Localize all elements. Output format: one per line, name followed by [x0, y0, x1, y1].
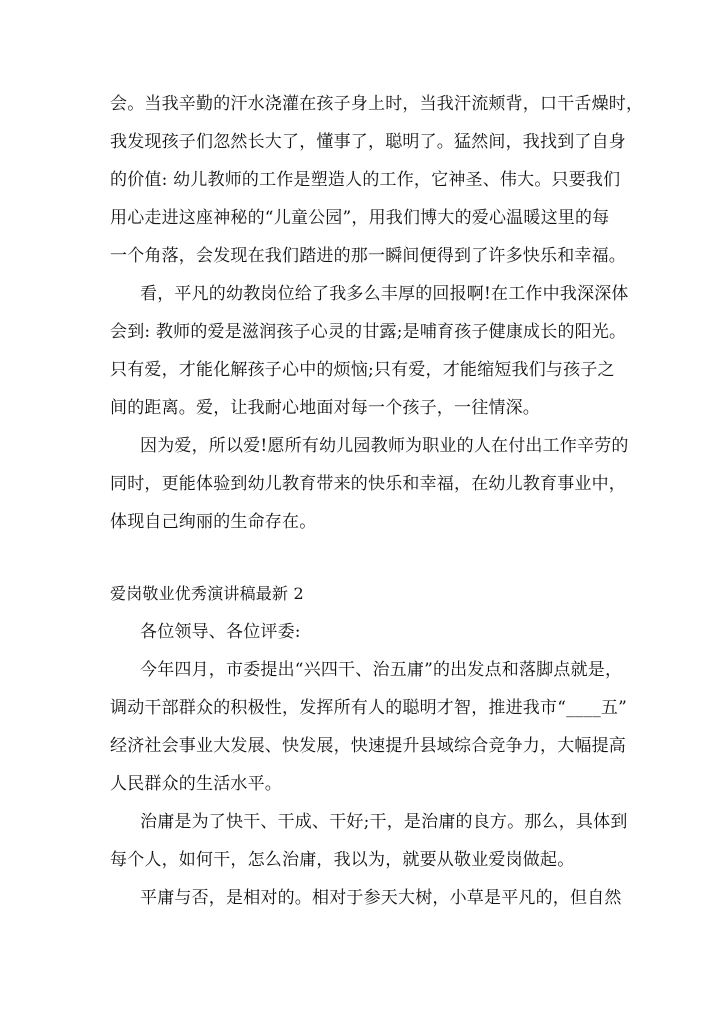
paragraph-1-line-5: 一个角落，会发现在我们踏进的那一瞬间便得到了许多快乐和幸福。: [110, 246, 626, 266]
paragraph-3-line-2: 同时，更能体验到幼儿教育带来的快乐和幸福，在幼儿教育事业中，: [110, 474, 626, 494]
paragraph-3-line-3: 体现自己绚丽的生命存在。: [110, 512, 317, 532]
paragraph-1-line-2: 我发现孩子们忽然长大了，懂事了，聪明了。猛然间，我找到了自身: [110, 132, 626, 152]
paragraph-5-line-1: 治庸是为了快干、干成、干好;干，是治庸的良方。那么，具体到: [140, 812, 628, 832]
paragraph-2-line-4: 间的距离。爱，让我耐心地面对每一个孩子，一往情深。: [110, 398, 540, 418]
paragraph-4-line-4: 人民群众的生活水平。: [110, 774, 282, 794]
paragraph-1-line-3: 的价值: 幼儿教师的工作是塑造人的工作，它神圣、伟大。只要我们: [110, 170, 621, 190]
paragraph-4-line-2: 调动干部群众的积极性，发挥所有人的聪明才智，推进我市“____五”: [110, 698, 627, 718]
greeting: 各位领导、各位评委:: [140, 622, 301, 642]
paragraph-5-line-2: 每个人，如何干，怎么治庸，我以为，就要从敬业爱岗做起。: [110, 850, 575, 870]
paragraph-1-line-1: 会。当我辛勤的汗水浇灌在孩子身上时，当我汗流颊背，口干舌燥时，: [110, 94, 644, 114]
section-title: 爱岗敬业优秀演讲稿最新 2: [110, 584, 304, 603]
paragraph-4-line-3: 经济社会事业大发展、快发展，快速提升县域综合竞争力，大幅提高: [110, 736, 626, 756]
paragraph-6-line-1: 平庸与否，是相对的。相对于参天大树，小草是平凡的，但自然: [140, 888, 622, 908]
paragraph-2-line-3: 只有爱，才能化解孩子心中的烦恼;只有爱，才能缩短我们与孩子之: [110, 360, 615, 380]
paragraph-1-line-4: 用心走进这座神秘的“儿童公园”，用我们博大的爱心温暖这里的每: [110, 208, 610, 228]
paragraph-2-line-2: 会到: 教师的爱是滋润孩子心灵的甘露;是哺育孩子健康成长的阳光。: [110, 322, 627, 342]
paragraph-3-line-1: 因为爱，所以爱!愿所有幼儿园教师为职业的人在付出工作辛劳的: [140, 436, 629, 456]
paragraph-2-line-1: 看，平凡的幼教岗位给了我多么丰厚的回报啊!在工作中我深深体: [140, 284, 629, 304]
paragraph-4-line-1: 今年四月，市委提出“兴四干、治五庸”的出发点和落脚点就是，: [140, 660, 623, 680]
